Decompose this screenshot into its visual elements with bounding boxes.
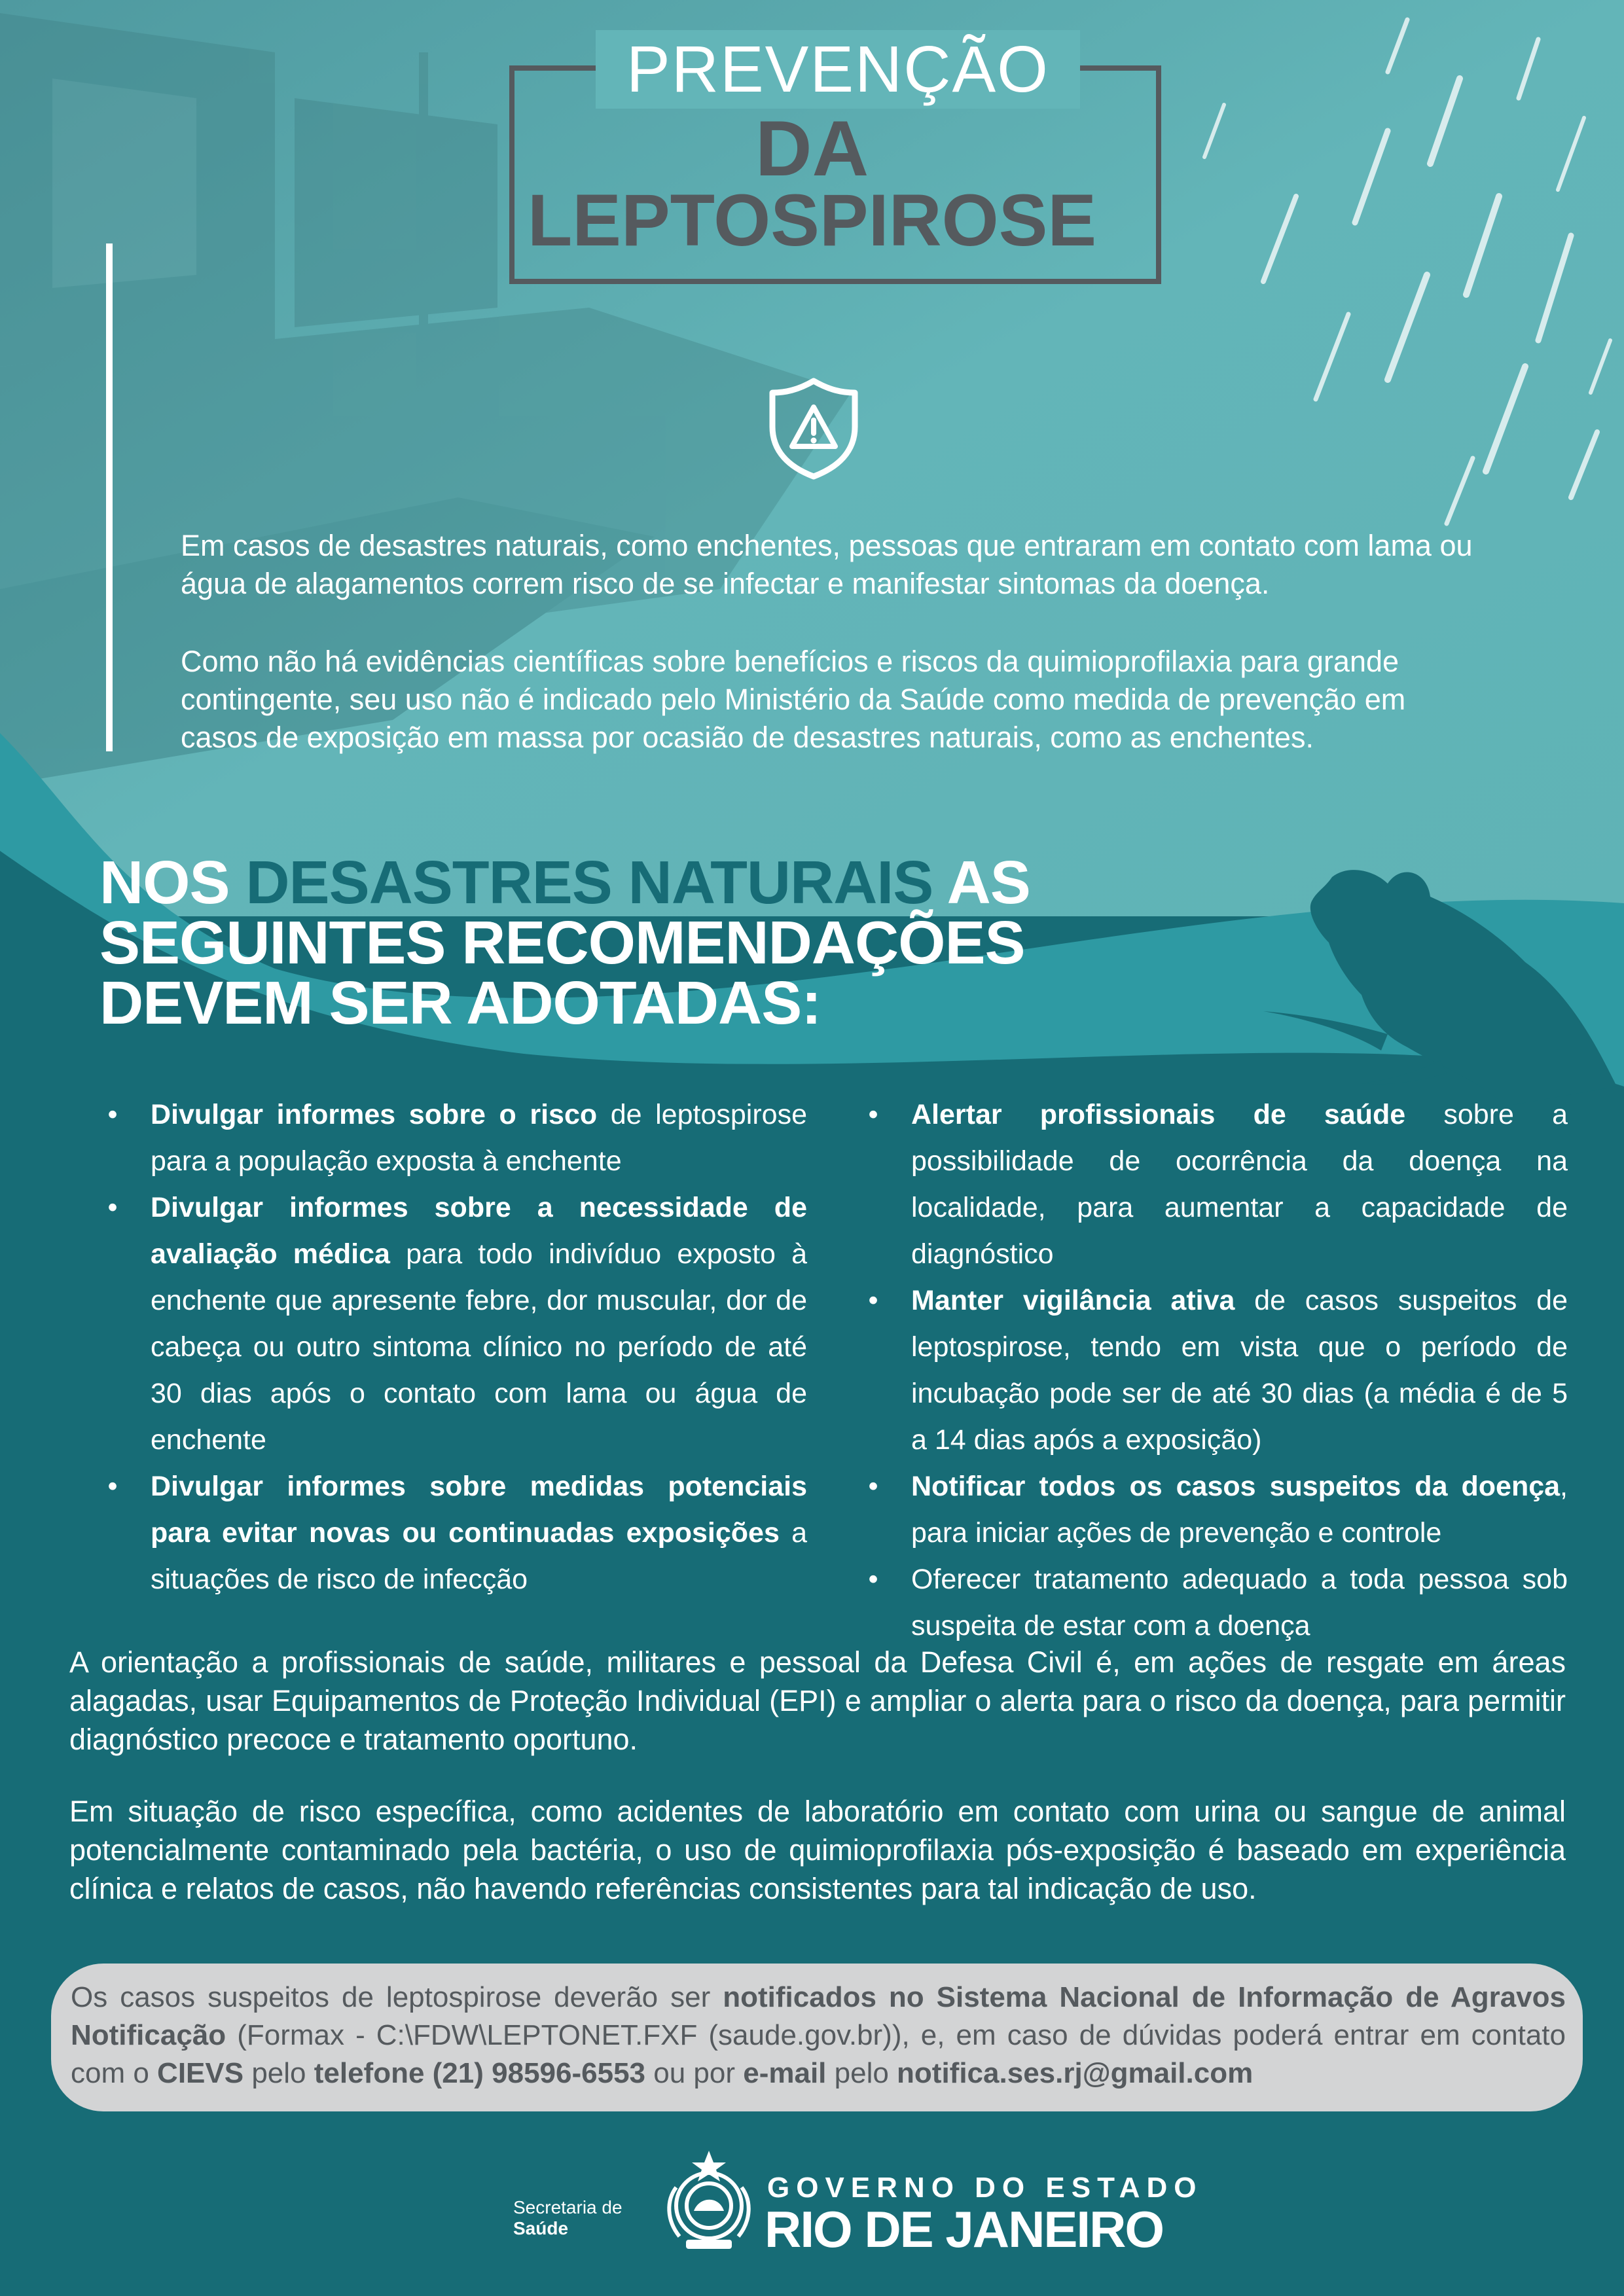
item-text: para todo indivíduo exposto à enchente que apresente febre, dor muscular, dor de cabeça ou outro sintoma clínico no período de até 30 dias após o contato com lama ou água de enchente [151, 1238, 807, 1456]
title-line-2: DA [755, 105, 869, 192]
bullet: • [107, 1471, 118, 1502]
item-bold: Manter vigilância ativa [911, 1285, 1235, 1316]
recommendations-left-list [98, 1092, 807, 1603]
heading-part-1: NOS [99, 848, 246, 916]
item-bold: Notificar todos os casos suspeitos da doença [911, 1471, 1561, 1502]
intro-paragraph-2: Como não há evidências científicas sobre benefícios e riscos da quimioprofilaxia para grande contingente, seu uso não é indicado pelo Ministério da Saúde como medida de prevenção em casos de exposição em massa por ocasião de desastres naturais, como as enchentes. [181, 645, 1406, 754]
government-line-1: GOVERNO DO ESTADO [767, 2172, 1203, 2204]
bullet: • [107, 1192, 118, 1223]
list-item [98, 1092, 807, 1185]
coat-of-arms-icon [660, 2148, 758, 2255]
bullet: • [868, 1471, 878, 1502]
notification-text [71, 1979, 1566, 2092]
bullet: • [868, 1564, 878, 1595]
title-line-1: PREVENÇÃO [596, 30, 1080, 109]
item-text: de leptospirose para a população exposta à enchente [151, 1099, 807, 1177]
notification-note-box [51, 1964, 1583, 2111]
government-line-2: RIO DE JANEIRO [765, 2200, 1164, 2258]
heading-part-2: AS [933, 848, 1030, 916]
bullet: • [868, 1099, 878, 1130]
intro-paragraph-1: Em casos de desastres naturais, como enchentes, pessoas que entraram em contato com lama ou água de alagamentos correm risco de se infectar e manifestar sintomas da doença. [181, 529, 1473, 600]
note-text-2: (Formax - C:\FDW\LEPTONET.FXF (saude.gov.br)), e, em caso de dúvidas poderá entrar em contato com o [71, 2019, 1566, 2089]
vertical-divider [106, 243, 113, 751]
item-text: a situações de risco de infecção [151, 1517, 807, 1595]
item-text: , para iniciar ações de prevenção e controle [911, 1471, 1568, 1549]
note-bold-1: notificados no Sistema Nacional de Informação de Agravos Notificação [71, 1981, 1566, 2051]
body-paragraph-2: Em situação de risco específica, como acidentes de laboratório em contato com urina ou sangue de animal potencialmente contaminado pela bactéria, o uso de quimioprofilaxia pós-exposição é baseado em experiência clínica e relatos de casos, não havendo referências consistentes para tal indicação de uso. [69, 1795, 1566, 1905]
title-line-3: LEPTOSPIROSE [527, 179, 1097, 261]
list-item [859, 1556, 1568, 1649]
item-text: Oferecer tratamento adequado a toda pessoa sob suspeita de estar com a doença [911, 1564, 1568, 1641]
note-text-1: Os casos suspeitos de leptospirose deverão ser [71, 1981, 723, 2013]
secretaria-line-2: Saúde [513, 2218, 569, 2238]
list-item [859, 1092, 1568, 1278]
phone-number: telefone (21) 98596-6553 [314, 2057, 646, 2089]
note-bold-2: CIEVS [157, 2057, 244, 2089]
secretaria-line-1: Secretaria de [513, 2197, 623, 2217]
bullet: • [868, 1285, 878, 1316]
note-text-5: pelo [826, 2057, 897, 2089]
note-text-4: ou por [645, 2057, 744, 2089]
list-item [98, 1185, 807, 1463]
heading-line-2: SEGUINTES RECOMENDAÇÕES [99, 908, 1025, 977]
body-paragraph-1: A orientação a profissionais de saúde, militares e pessoal da Defesa Civil é, em ações de resgate em áreas alagadas, usar Equipamentos de Proteção Individual (EPI) e ampliar o alerta para o risco da doença, para permitir diagnóstico precoce e tratamento oportuno. [69, 1645, 1566, 1756]
section-heading [99, 848, 1212, 1037]
item-bold: Alertar profissionais de saúde [911, 1099, 1406, 1130]
item-text: sobre a possibilidade de ocorrência da doença na localidade, para aumentar a capacidade de diagnóstico [911, 1099, 1568, 1270]
recommendations-right-list [859, 1092, 1568, 1649]
heading-accent: DESASTRES NATURAIS [245, 848, 933, 916]
item-bold: Divulgar informes sobre a necessidade de avaliação médica [151, 1192, 807, 1270]
item-text: de casos suspeitos de leptospirose, tendo em vista que o período de incubação pode ser de até 30 dias (a média é de 5 a 14 dias após a exposição) [911, 1285, 1568, 1456]
list-item [98, 1463, 807, 1603]
list-item [859, 1278, 1568, 1463]
email-address: notifica.ses.rj@gmail.com [897, 2057, 1254, 2089]
heading-line-3: DEVEM SER ADOTADAS: [99, 969, 821, 1037]
shield-warning-icon [767, 376, 860, 480]
item-bold: Divulgar informes sobre o risco [151, 1099, 598, 1130]
note-text-3: pelo [244, 2057, 314, 2089]
secretaria-label [513, 2197, 623, 2239]
note-bold-4: e-mail [743, 2057, 827, 2089]
list-item [859, 1463, 1568, 1556]
item-bold: Divulgar informes sobre medidas potenciais para evitar novas ou continuadas exposições [151, 1471, 807, 1549]
bullet: • [107, 1099, 118, 1130]
